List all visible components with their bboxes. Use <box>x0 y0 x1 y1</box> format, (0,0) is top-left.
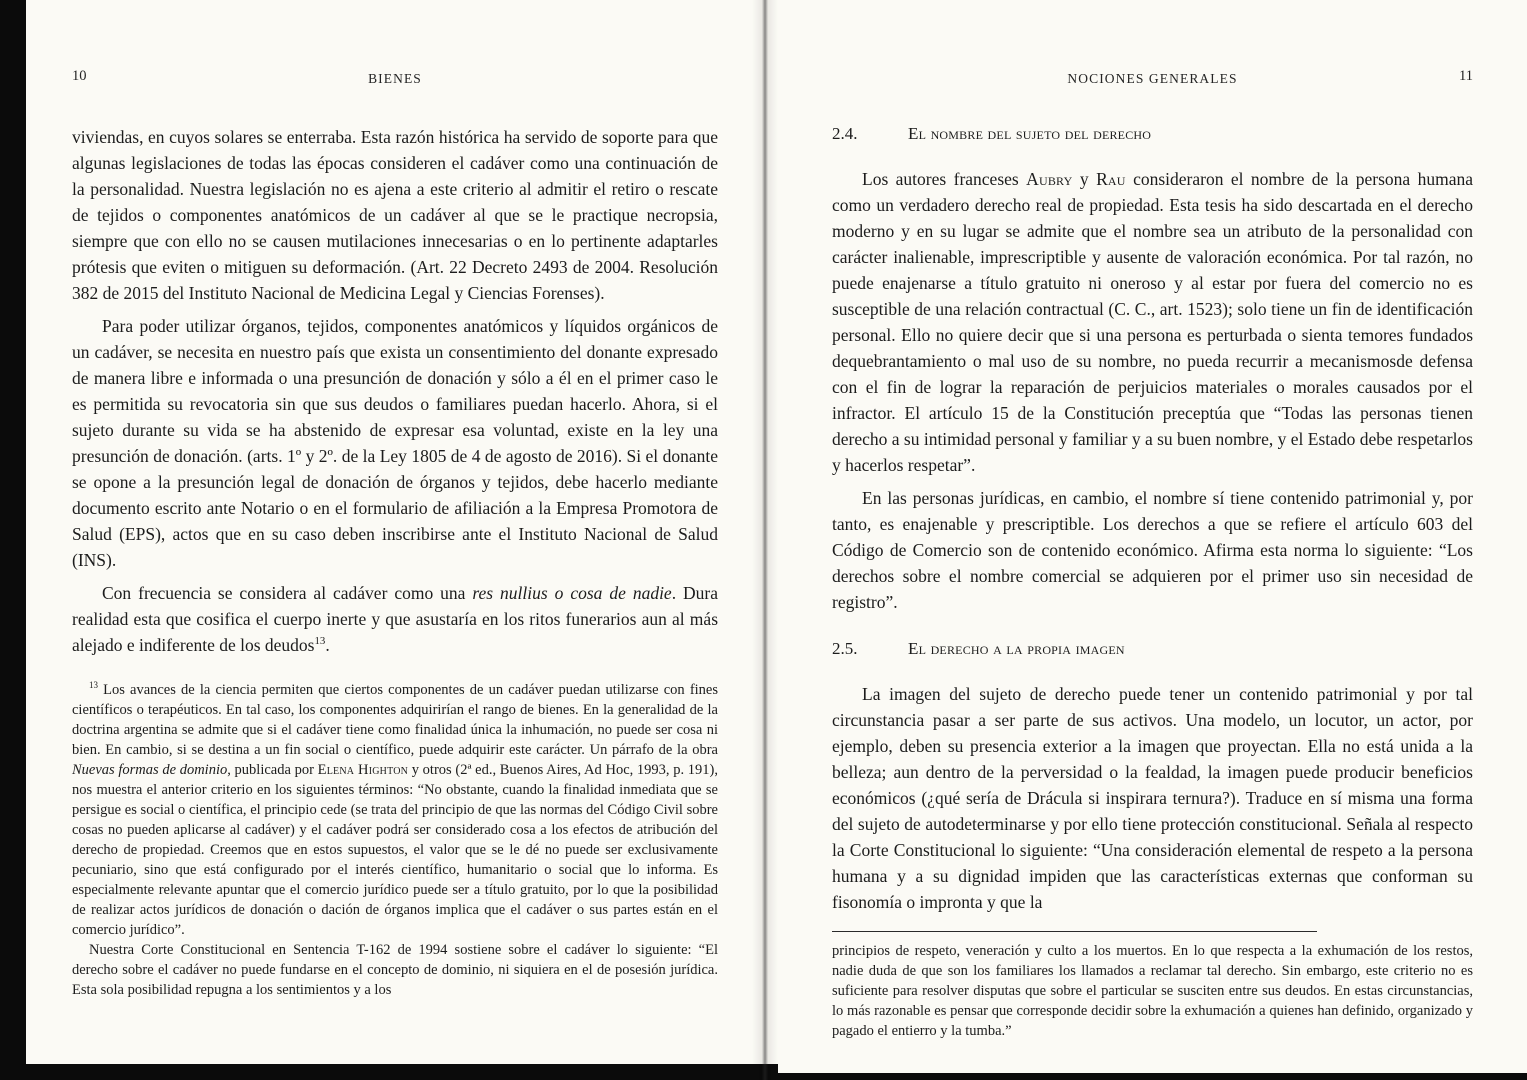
right-page-number: 11 <box>1459 68 1473 84</box>
section-number: 2.5. <box>832 639 858 658</box>
section-title: El nombre del sujeto del derecho <box>908 124 1152 143</box>
left-page-body <box>72 124 718 658</box>
scan-edge-artifact-bottom-right <box>778 1073 1527 1080</box>
section-heading-2-5 <box>832 639 1473 659</box>
right-page-body <box>832 124 1473 915</box>
left-page-number: 10 <box>72 68 87 84</box>
paragraph: En las personas jurídicas, en cambio, el nombre sí tiene contenido patrimonial y, por tanto, es enajenable y prescriptible. Los derechos a que se refiere el artículo 603 del Código de Comercio son de contenido económico. Afirma esta norma lo siguiente: “Los derechos sobre el nombre comercial se adquieren por el primer uso sin necesidad de registro”. <box>832 488 1473 612</box>
left-running-header: BIENES <box>368 71 422 86</box>
paragraph: La imagen del sujeto de derecho puede tener un contenido patrimonial y por tal circunstancia pasar a ser parte de sus activos. Una modelo, un locutor, un actor, por ejemplo, deben su presencia exterior a la imagen que proyectan. Ella no está unida a la belleza; aun dentro de la perversidad o la fealdad, la imagen puede producir beneficios económicos (¿qué sería de Drácula si inspirara ternura?). Traduce en sí misma una forma del sujeto de autodeterminarse y por ello tiene protección constitucional. Señala al respecto la Corte Constitucional lo siguiente: “Una consideración elemental de respeto a la persona humana y a su dignidad impiden que las características externas que conforman su fisonomía o impronta y que la <box>832 684 1473 912</box>
footnote-rule <box>832 931 1317 932</box>
right-footnote <box>832 931 1473 1041</box>
paragraph: Los autores franceses Aubry y Rau consideraron el nombre de la persona humana como un verdadero derecho real de propiedad. Esta tesis ha sido descartada en el derecho moderno y en su lugar se admite que el nombre sea un atributo de la personalidad con carácter inalienable, imprescriptible y ausente de valoración económica. Por tal razón, no puede enajenarse a título gratuito ni oneroso y al estar por fuera del comercio no es susceptible de una relación contractual (C. C., art. 1523); solo tiene un fin de identificación personal. Ello no quiere decir que si una persona es perturbada o sienta temores fundados dequebrantamiento o mal uso de su nombre, no pueda recurrir a mecanismosde defensa con el fin de lograr la reparación de perjuicios materiales o morales causados por el infractor. El artículo 15 de la Constitución preceptúa que “Todas las personas tienen derecho a su intimidad personal y familiar y a su buen nombre, y el Estado debe respetarlos y hacerlos respetar”. <box>832 169 1474 475</box>
page-gutter <box>752 0 778 1080</box>
scan-edge-artifact-left <box>0 0 26 1080</box>
paragraph: Para poder utilizar órganos, tejidos, componentes anatómicos y líquidos orgánicos de un cadáver, se necesita en nuestro país que exista un consentimiento del donante expresado de manera libre e informada o una presunción de donación y sólo a él en el primer caso le es permitida su revocatoria sin que sus deudos o familiares puedan hacerlo. Ahora, si el sujeto durante su vida se ha abstenido de expresar esa voluntad, existe en la ley una presunción de donación. (arts. 1º y 2º. de la Ley 1805 de 4 de agosto de 2016). Si el donante se opone a la presunción legal de donación de órganos y tejidos, debe hacerlo mediante documento escrito ante Notario o en el formulario de afiliación a la Empresa Promotora de Salud (EPS), actos que en su caso deben inscribirse ante el Instituto Nacional de Salud (INS). <box>72 316 718 570</box>
section-title: El derecho a la propia imagen <box>908 639 1125 658</box>
left-footnote <box>72 680 718 1000</box>
scan-edge-artifact-bottom-left <box>0 1064 778 1080</box>
paragraph: Con frecuencia se considera al cadáver como una res nullius o cosa de nadie. Dura realidad esta que cosifica el cuerpo inerte y que asustaría en los ritos funerarios aun al más alejado e indiferente de los deudos$^{13}$. <box>72 583 719 655</box>
footnote-paragraph: $^{13}$ Los avances de la ciencia permiten que ciertos componentes de un cadáver puedan utilizarse con fines científicos o terapéuticos. En tal caso, los componentes adquirirían el rango de bienes. En la generalidad de la doctrina argentina se admite que si el cadáver tiene como finalidad única la inhumación, no puede ser cosa ni bien. En cambio, si se destina a un fin social o científico, puede adquirir este carácter. Un párrafo de la obra Nuevas formas de dominio, publicada por Elena Highton y otros (2ª ed., Buenos Aires, Ad Hoc, 1993, p. 191), nos muestra el anterior criterio en los siguientes términos: “No obstante, cuando la finalidad inmediata que se persigue es social o científica, el principio cede (se trata del principio de que las normas del Código Civil sobre cosas no pueden aplicarse al cadáver) y el cadáver podrá ser considerado cosa a los efectos de atribución del derecho de propiedad. Creemos que en estos supuestos, el valor que se le dé no puede ser exclusivamente pecuniario, sino que está configurado por el interés científico, humanitario o social que lo informa. Es especialmente relevante apuntar que el comercio jurídico puede ser a título gratuito, por lo que la posibilidad de realizar actos jurídicos de donación o dación de órganos implica que el cadáver o sus partes están en el comercio jurídico”. <box>72 680 719 938</box>
footnote-paragraph: Nuestra Corte Constitucional en Sentencia T-162 de 1994 sostiene sobre el cadáver lo siguiente: “El derecho sobre el cadáver no puede fundarse en el concepto de dominio, ni siquiera en el de posesión jurídica. Esta sola posibilidad repugna a los sentimientos y a los <box>72 942 718 998</box>
paragraph: viviendas, en cuyos solares se enterraba. Esta razón histórica ha servido de soporte para que algunas legislaciones de todas las épocas consideren el cadáver como una continuación de la personalidad. Nuestra legislación no es ajena a este criterio al admitir el retiro o rescate de tejidos o componentes anatómicos de un cadáver al que se le practique necropsia, siempre que con ello no se causen mutilaciones innecesarias o en lo pertinente adaptarles prótesis que eviten o mitiguen su deformación. (Art. 22 Decreto 2493 de 2004. Resolución 382 de 2015 del Instituto Nacional de Medicina Legal y Ciencias Forenses). <box>72 127 718 303</box>
left-page-header <box>72 70 718 88</box>
right-page <box>832 70 1473 1041</box>
right-running-header: NOCIONES GENERALES <box>1067 71 1238 86</box>
right-page-header <box>832 70 1473 88</box>
footnote-paragraph: principios de respeto, veneración y culto a los muertos. En lo que respecta a la exhumación de los restos, nadie duda de que son los familiares los llamados a reclamar tal derecho. Sin embargo, este criterio no es suficiente para resolver disputas que sobre el particular se susciten entre sus deudos. En estas circunstancias, lo más razonable es pensar que corresponde decidir sobre la exhumación a quienes han definido, organizado y pagado el entierro y la tumba.” <box>832 943 1473 1039</box>
left-page <box>72 70 718 1000</box>
section-number: 2.4. <box>832 124 858 143</box>
section-heading-2-4 <box>832 124 1473 144</box>
